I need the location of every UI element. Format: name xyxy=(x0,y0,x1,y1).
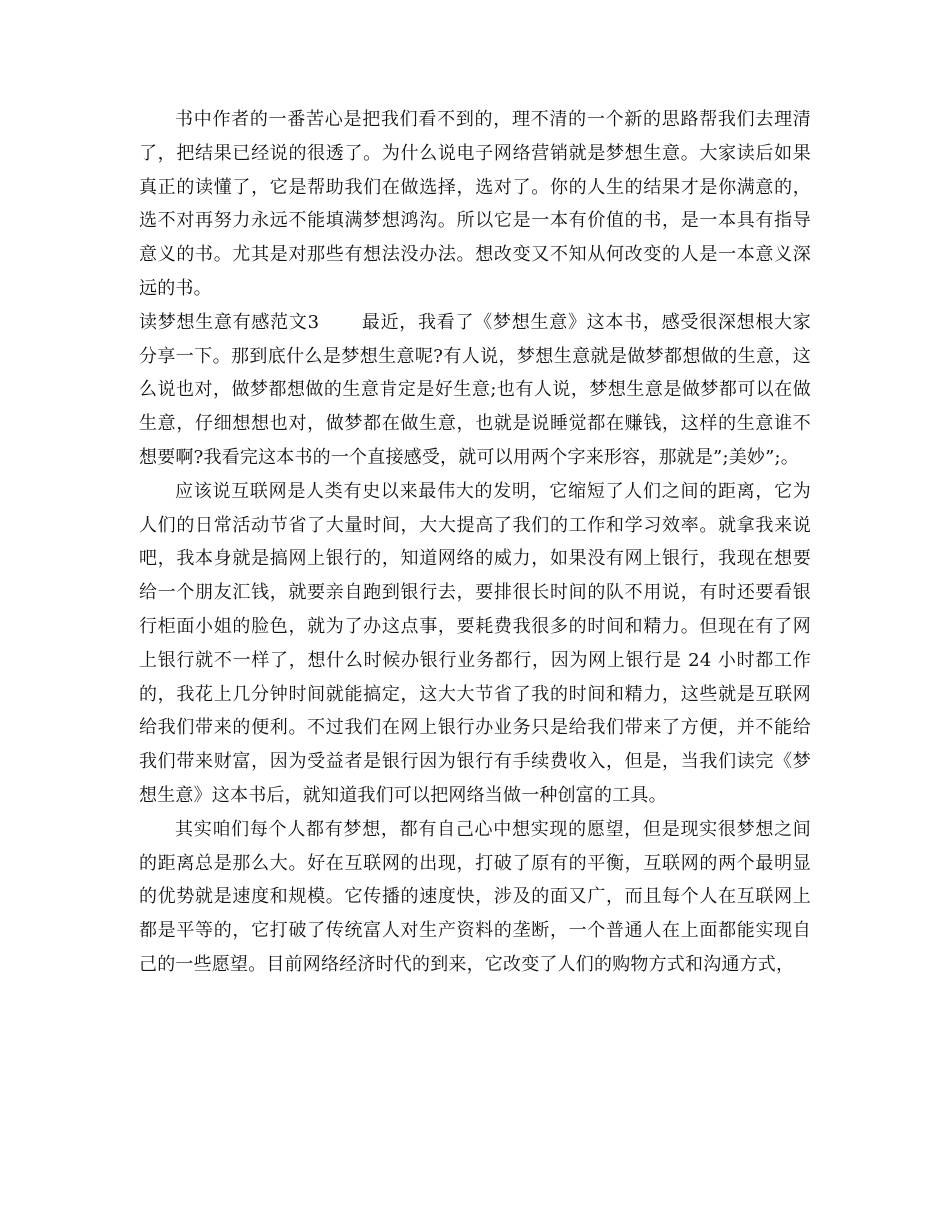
paragraph-3: 应该说互联网是人类有史以来最伟大的发明，它缩短了人们之间的距离，它为人们的日常活动节省了大量时间，大大提高了我们的工作和学习效率。就拿我来说吧，我本身就是搞网上银行的，知道网络的威力，如果没有网上银行，我现在想要给一个朋友汇钱，就要亲自跑到银行去，要排很长时间的队不用说，有时还要看银行柜面小姐的脸色，就为了办这点事，要耗费我很多的时间和精力。但现在有了网上银行就不一样了，想什么时候办银行业务都行，因为网上银行是 24 小时都工作的，我花上几分钟时间就能搞定，这大大节省了我的时间和精力，这些就是互联网给我们带来的便利。不过我们在网上银行办业务只是给我们带来了方便，并不能给我们带来财富，因为受益者是银行因为银行有手续费收入，但是，当我们读完《梦想生意》这本书后，就知道我们可以把网络当做一种创富的工具。 xyxy=(139,480,811,806)
document-body xyxy=(139,103,811,982)
paragraph-2-text: 最近，我看了《梦想生意》这本书，感受很深想根大家分享一下。那到底什么是梦想生意呢?有人说，梦想生意就是做梦都想做的生意，这么说也对，做梦都想做的生意肯定是好生意;也有人说，梦想生意是做梦都可以在做生意，仔细想想也对，做梦都在做生意，也就是说睡觉都在赚钱，这样的生意谁不想要啊?我看完这本书的一个直接感受，就可以用两个字来形容，那就是”;美妙”;。 xyxy=(139,311,811,468)
paragraph-1: 书中作者的一番苦心是把我们看不到的，理不清的一个新的思路帮我们去理清了，把结果已经说的很透了。为什么说电子网络营销就是梦想生意。大家读后如果真正的读懂了，它是帮助我们在做选择，选对了。你的人生的结果才是你满意的，选不对再努力永远不能填满梦想鸿沟。所以它是一本有价值的书，是一本具有指导意义的书。尤其是对那些有想法没办法。想改变又不知从何改变的人是一本意义深远的书。 xyxy=(139,109,811,299)
section-heading: 读梦想生意有感范文3 xyxy=(139,311,320,333)
paragraph-4: 其实咱们每个人都有梦想，都有自己心中想实现的愿望，但是现实很梦想之间的距离总是那么大。好在互联网的出现，打破了原有的平衡，互联网的两个最明显的优势就是速度和规模。它传播的速度快，涉及的面又广，而且每个人在互联网上都是平等的，它打破了传统富人对生产资料的垄断，一个普通人在上面都能实现自己的一些愿望。目前网络经济时代的到来，它改变了人们的购物方式和沟通方式， xyxy=(139,818,811,975)
paragraph-2 xyxy=(139,306,811,475)
